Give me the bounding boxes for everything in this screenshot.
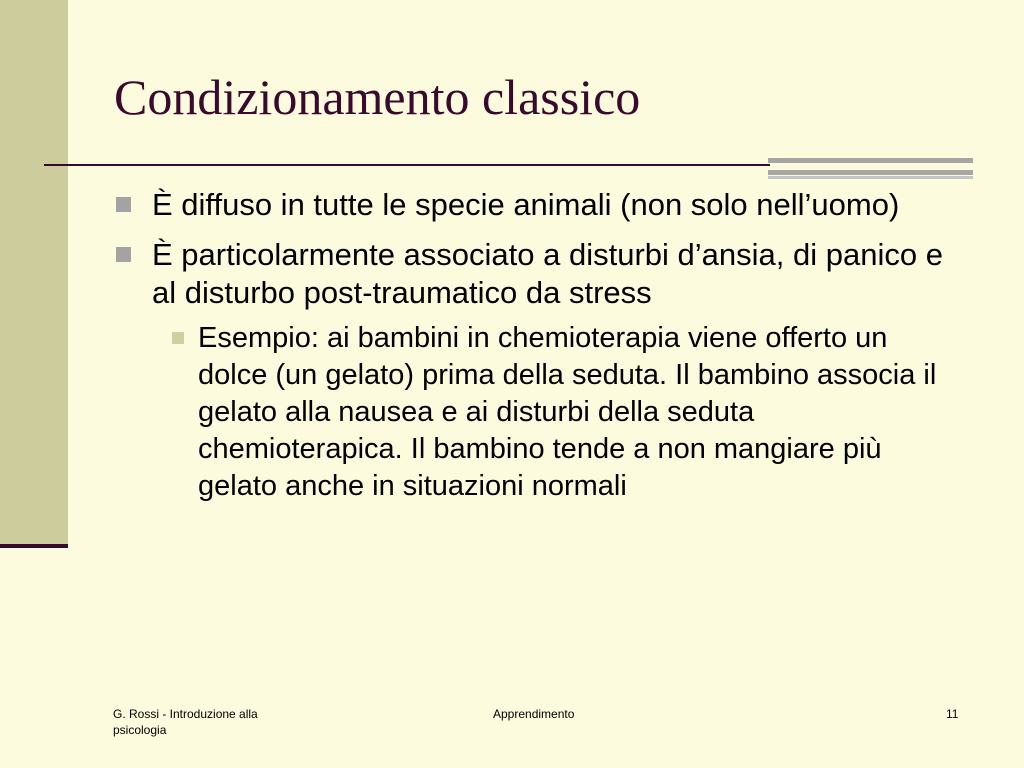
left-decorative-band <box>0 0 68 546</box>
bullet-text: È particolarmente associato a disturbi d’ansia, di panico e al disturbo post-traumatico da stress <box>152 237 943 310</box>
footer-author: G. Rossi - Introduzione alla psicologia <box>113 707 258 737</box>
accent-bar <box>768 158 973 163</box>
square-bullet-icon <box>116 247 131 262</box>
slide-number: 11 <box>946 707 959 721</box>
bullet-list <box>114 186 974 517</box>
square-sub-bullet-icon <box>172 332 184 344</box>
accent-bar <box>768 176 973 179</box>
slide-title: Condizionamento classico <box>114 69 641 125</box>
title-divider <box>44 164 770 166</box>
accent-bar <box>768 170 973 175</box>
sub-bullet-item <box>162 320 958 505</box>
bullet-item <box>114 186 974 224</box>
footer-topic: Apprendimento <box>493 707 575 721</box>
left-band-rule <box>0 544 68 548</box>
bullet-text: È diffuso in tutte le specie animali (non solo nell’uomo) <box>152 187 900 222</box>
sub-bullet-list <box>152 320 974 505</box>
bullet-item <box>114 236 974 505</box>
square-bullet-icon <box>116 197 131 212</box>
sub-bullet-text: Esempio: ai bambini in chemioterapia viene offerto un dolce (un gelato) prima della seduta. Il bambino associa il gelato alla nausea e ai disturbi della seduta chemioterapica. Il bambino tende a non mangiare più gelato anche in situazioni normali <box>198 322 937 502</box>
